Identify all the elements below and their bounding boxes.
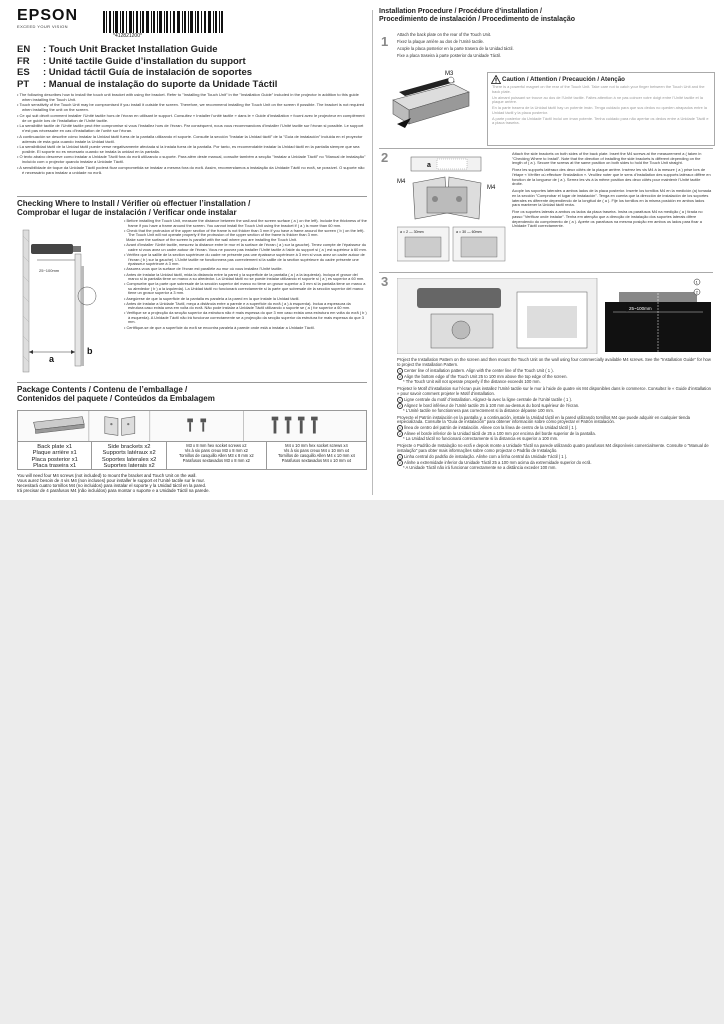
step-3-item-2: 2 Alignez le bord inférieur de l’Unité tactile 25 à 100 mm au-dessus du bord supérieur de l’écran. xyxy=(397,403,713,409)
m3-label: M3 xyxy=(445,71,454,77)
title-es: ES : Unidad táctil Guía de instalación de soportes xyxy=(17,67,253,78)
check-item: • Before installing the Touch Unit, measure the distance between the wall and the screen surface ( a ) on the left). Include the thickness of the frame if you have a frame around the screen. You cannot install the Touch Unit using the bracket if ( a ) is more than 60 mm. xyxy=(124,218,367,228)
intro-notes xyxy=(17,93,367,176)
side-brackets-cell: Side brackets x2 Supports latéraux x2 Soportes laterales x2 Suportes laterais x2 xyxy=(92,442,166,469)
check-item: • Compruebe que la parte que sobresale de la sección superior del marco no tiene un grosor superior a 3 mm si la pantalla tiene un marco a su alrededor ( b ) a la izquierda). La Unidad táctil no funcionará correctamente si la parte que sobresale de la sección superior del marco tiene un grosor superior a 3 mm. xyxy=(124,281,366,296)
divider xyxy=(17,196,367,197)
step-3-item-1: 1 línea de centro del patrón de instalación. Alinee con la línea de centro de la Unidad táctil ( 1 ). xyxy=(397,425,713,431)
caution-title: Caution / Attention / Precaución / Atenção xyxy=(502,76,625,83)
intro-note: • La sensibilidad táctil de la Unidad táctil puede verse negativamente afectada si la instala fuera de la pantalla. Por tanto, es recomendable instalar la Unidad táctil en la pantalla siempre que sea posible. El soporte no es necesario cuando se instala la unidad en la pantalla. xyxy=(17,144,360,154)
step-3-item-1: 1 Linha central do padrão de instalação. Alinhe com a linha central da Unidade Táctil ( 1 ). xyxy=(397,454,713,460)
dim-label-left: a = 2 — 30mm xyxy=(400,230,424,234)
step-3-item-2: 2 Align the bottom edge of the Touch Unit 25 to 100 mm above the top edge of the screen. xyxy=(397,374,713,380)
side-brackets-figure xyxy=(105,417,135,436)
intro-note: • The following describes how to install the touch unit bracket with using the bracket. Refer to "Installing the Touch Unit" in the "Installation Guide" included in the projector in addition to this guide when installing the Touch Unit. xyxy=(17,92,359,102)
callout-1: 1 xyxy=(695,279,698,285)
check-item: • Antes de instalar a Unidade Táctil, meça a distância entre a parede e a superfície do ecrã ( a ) à esquerda). Inclua a espessura da estrutura caso exista uma em volta do ecrã. Não pode instalar a Unidade Táctil utilizando o suporte se ( a ) for superior a 60 mm. xyxy=(124,300,351,311)
step-1-number: 1 xyxy=(381,34,389,49)
title-block xyxy=(17,44,277,90)
intro-note: • La sensibilité tactile de l’Unité tactile peut être compromise si vous l’installez hors de l’écran. Par conséquent, nous vous recommandons d’installer l’Unité tactile sur l’écran si possible. Le support n’est pas nécessaire en cas d’installation de l’unité sur l’écran. xyxy=(17,123,364,134)
package-contents-table xyxy=(17,442,367,470)
check-item: • Verifique se a projecção da secção superior da estrutura não é mais espessa do que 3 mm caso exista uma estrutura em volta do ecrã ( b ) à esquerda). A Unidade Táctil não irá funcionar correctamente se a projecção da secção superior da estrutura for mais espessa do que 3 mm. xyxy=(124,310,367,325)
package-figures xyxy=(17,410,367,442)
step-3-figure xyxy=(397,278,713,354)
caution-box xyxy=(487,72,715,146)
m4-label-right: M4 xyxy=(487,185,496,191)
left-column xyxy=(17,7,367,493)
divider xyxy=(379,272,713,273)
intro-note: • O texto abaixo descreve como instalar a Unidade Táctil fora do ecrã utilizando o suporte. Para além deste manual, consulte também a secção "Instalar a Unidade Táctil" no "Manual de instalação" incluído com o projector quando instalar a Unidade Táctil. xyxy=(17,154,366,165)
step-2-figure xyxy=(397,153,507,265)
step-2-number: 2 xyxy=(381,150,389,165)
tagline: EXCEED YOUR VISION xyxy=(17,24,68,29)
check-item: • Check that the protrusion of the upper section of the frame is not thicker than 3 mm if you have a frame around the screen ( b ) on the left). The Touch Unit will not operate properly if the protrusion of the upper section of the frame is thicker than 3 mm. xyxy=(124,227,365,238)
m4-screws-cell: M4 x 10 mm hex socket screws x4 Vis à six pans creux M4 x 10 mm x4 Tornillos de casquillo Allen M4 x 10 mm x4 Parafusos sextavados M4 x 10 mm x4 xyxy=(278,443,355,463)
warning-icon xyxy=(491,75,501,84)
procedure-heading: Installation Procedure / Procédure d’installation / Procedimiento de instalación / Procedimento de instalação xyxy=(379,8,576,23)
step-1-text: Attach the back plate on the rear of the Touch Unit. Fixez la plaque arrière au dos de l’Unité tactile. Acople la placa posterior en la parte trasera de la Unidad táctil. Fixe a placa traseira à parte posterior da Unidade Táctil. xyxy=(397,32,514,58)
check-item: • Avant d’installer l’Unité tactile, mesurez la distance entre le mur et la surface de l’écran ( a ) sur la gauche). Tenez compte de l’épaisseur du cadre si vous avez un cadre autour de l’écran. Vous ne pouvez pas installer l’Unité tactile à l’aide du support si ( a ) est supérieur à 60 mm. xyxy=(124,242,367,253)
check-heading: Checking Where to Install / Vérifier où effectuer l’installation / Comprobar el lugar de instalación / Verificar onde instalar xyxy=(17,199,251,217)
check-item: • Vérifiez que la saillie de la section supérieure du cadre ne présente pas une épaisseur supérieure à 3 mm si vous avez un cadre autour de l’écran ( b ) sur la gauche). L’Unité tactile ne fonctionnera pas correctement si la saillie de la section supérieure du cadre présente une épaisseur supérieure à 3 mm. xyxy=(124,252,365,267)
step-3-item-1: 1 Center line of installation pattern. Align with the center line of the Touch Unit ( 1 ). xyxy=(397,368,713,374)
check-item: Make sure the surface of the screen is parallel with the wall where you are installing the Touch Unit. xyxy=(126,237,297,243)
step-3-item-1: 1 Ligne centrale du motif d’installation. Alignez-la avec la ligne centrale de l’Unité tactile ( 1 ). xyxy=(397,397,713,403)
blank-background xyxy=(0,500,724,1024)
caution-text: There is a powerful magnet on the rear of the Touch Unit. Take care not to catch your finger between the Touch Unit and the back plate. Un aimant puissant se trouve au dos de l’Unité tactile. Faites attention à ne pas coincer votre doigt entre l’Unité tactile et la plaque arrière. En la parte trasera de la Unidad táctil hay un potente imán. Tenga cuidado para que sus dedos no queden atrapados entre la Unidad táctil y la placa posterior. A parte posterior da Unidade Táctil inclui um íman potente. Tenha cuidado para não apertar os dedos entre a Unidade Táctil e a placa traseira. xyxy=(492,84,709,126)
right-column xyxy=(379,8,713,471)
step-3-number: 3 xyxy=(381,274,389,289)
wall-screen-figure xyxy=(17,226,121,376)
instruction-sheet xyxy=(0,0,724,500)
check-item: • Assurez-vous que la surface de l’écran est parallèle au mur où vous installez l’Unité tactile. xyxy=(124,266,283,272)
intro-note: • Touch sensitivity of the Touch Unit may be compromised if you install it outside the screen. Therefore, we recommend installing the Touch Unit on the screen if possible. The bracket is not required when installing the unit on the screen. xyxy=(17,102,365,113)
title-en: EN : Touch Unit Bracket Installation Guide xyxy=(17,44,218,55)
check-item: • Antes de instalar la Unidad táctil, mida la distancia entre la pared y la superficie de la pantalla ( a ) a la izquierda). Incluya el grosor del marco si la pantalla tiene un marco a su alrededor. La Unidad táctil no se puede instalar utilizando el soporte si ( a ) es superior a 60 mm. xyxy=(124,271,365,282)
step-3-item-2: 2 Alinee el borde inferior de la Unidad táctil de 25 a 100 mm por encima del borde superior de la pantalla. xyxy=(397,431,713,437)
package-heading: Package Contents / Contenu de l’emballage / Contenidos del paquete / Conteúdos da Embalagem xyxy=(17,385,215,403)
m3-screws-cell: M3 x 8 mm hex socket screws x2 Vis à six pans creux M3 x 8 mm x2 Tornillos de casquillo Allen M3 x 8 mm x2 Parafusos sextavados M3 x 8 mm x2 xyxy=(167,442,267,469)
step-3-item-2: 2 Alinhe a extremidade inferior da Unidade Táctil 25 a 100 mm acima da extremidade superior do ecrã. xyxy=(397,460,713,466)
step-1-figure xyxy=(389,66,479,138)
intro-note: • A sensibilidade de toque da Unidade Táctil poderá ficar comprometida se instalar a mesma fora do ecrã. Assim, recomendamos a instalação da Unidade Táctil no ecrã, se possível. O suporte não é necessário para instalar a unidade no ecrã. xyxy=(17,164,365,175)
m3-screws-figure xyxy=(187,419,206,432)
column-divider xyxy=(372,10,373,495)
divider xyxy=(17,382,367,383)
barcode-number: *412821200* xyxy=(113,33,142,39)
label-b: b xyxy=(87,346,93,356)
intro-note: • A continuación se describe cómo instalar la Unidad táctil fuera de la pantalla utilizando el soporte. Consulte la sección "Instalar la Unidad táctil" de la "Guía de instalación" incluida en el proyector además de esta guía cuando instale la Unidad táctil. xyxy=(17,133,363,144)
epson-logo: EPSON EXCEED YOUR VISION xyxy=(17,8,367,29)
callout-2: 2 xyxy=(695,289,698,295)
title-fr: FR : Unité tactile Guide d’installation du support xyxy=(17,55,246,67)
back-plate-cell: Back plate x1 Plaque arrière x1 Placa posterior x1 Placa traseira x1 xyxy=(18,442,92,469)
m4-label-left: M4 xyxy=(397,179,406,185)
check-item: • Asegúrese de que la superficie de la pantalla es paralela a la pared en la que instale la Unidad táctil. xyxy=(124,295,300,301)
intro-note: • Ce qui suit décrit comment installer l’Unité tactile hors de l’écran en utilisant le support. Consultez « Installer l’unité tactile » dans le « Guide d’installation » fourni avec le projecteur en complément de ce guide lors de l’installation de l’Unité tactile. xyxy=(17,112,365,123)
check-item: • Certifique-se de que a superfície do ecrã se encontra paralela à parede onde está a instalar a Unidade Táctil. xyxy=(124,324,315,330)
dim-label-right: a = 30 — 60mm xyxy=(456,230,482,234)
m4-screws-figure xyxy=(272,417,318,434)
step-2-text: Attach the side brackets on both sides of the back plate. Insert the M4 screws at the measurement a ( taken in "Checking Where to Install". Note that the direction of installing the side brackets is different depending on the length of ( a ). Secure the screws at the same position on both sides to hold the Touch Unit straight. Fixez les supports latéraux des deux côtés de la plaque arrière. Insérez les vis M4 à la mesure ( a ) prise lors de l’étape « Vérifier où effectuer l’installation ». Veuillez noter que le sens d’installation des supports latéraux diffère en fonction de la longueur de ( a ). Serrez les vis à la même position des deux côtés pour maintenir l’Unité tactile droite. Acople los soportes laterales a ambos lados de la placa posterior. Inserte los tornillos M4 en la medición (a) tomada en la sección "Comprobar el lugar de instalación". Tenga en cuenta que la dirección de instalación de los soportes laterales es diferente dependiendo de la longitud de ( a ). Fije los tornillos en la misma posición en ambos lados para mantener la Unidad táctil recta. Fixe os suportes laterais a ambos os lados da placa traseira. Insira os parafusos M4 na medição ( a ) tirada no passo "Verificar onde instalar". Tenha em atenção que a direcção de instalação dos suportes laterais difere dependendo do comprimento de ( a ). Aperte os parafusos na mesma posição em ambos os lados para fixar a Unidade Táctil correctamente. xyxy=(512,151,712,229)
title-pt: PT : Manual de instalação do suporte da Unidade Táctil xyxy=(17,78,278,90)
divider xyxy=(379,148,713,149)
package-note: You will need four M4 screws (not included) to mount the bracket and Touch Unit on the wall. Vous aurez besoin de 4 vis M4 (non incluses) pour installer le support et l’Unité tactile sur le mur. Necesitará cuatro tornillos M4 (no incluidos) para instalar el soporte y la Unidad táctil en la pared. Irá precisar de 4 parafusos M4 (não incluídos) para montar o suporte e a Unidade Táctil na parede. xyxy=(17,473,210,493)
svg-text:a: a xyxy=(427,162,431,169)
check-instructions xyxy=(124,219,367,331)
label-a: a xyxy=(49,354,55,364)
back-plate-figure xyxy=(34,417,85,434)
distance-label: 25~100mm xyxy=(39,268,60,273)
barcode xyxy=(103,11,223,33)
step-3-text: Project the Installation Pattern on the screen and then mount the Touch Unit on the wall using four commercially available M4 screws. See the "Installation Guide" for how to project the Installation Pattern. 1 Center line of installation pattern. Align with the center line of the Touch Unit ( 1 ). 2 Align the bottom edge of the Touch Unit 25 to 100 mm above the top edge of the screen. * The Touch Unit will not operate properly if the distance exceeds 100 mm. Projetez le Motif d’installation sur l’écran puis installez l’Unité tactile sur le mur à l’aide de quatre vis M4 disponibles dans le commerce. Consultez le « Guide d’installation » pour savoir comment projeter le Motif d’installation. 1 Ligne centrale du motif d’installation. Alignez-la avec la ligne centrale de l’Unité tactile ( 1 ). 2 Alignez le bord inférieur de l’Unité tactile 25 à 100 mm au-dessus du bord supérieur de l’écran. * L’Unité tactile ne fonctionnera pas correctement si la distance dépasse 100 mm. Proyecte el Patrón instalación en la pantalla y, a continuación, instale la Unidad táctil en la pared utilizando tornillos M4 que puede adquirir en cualquier tienda especializada. Consulte la "Guía de instalación" para obtener información sobre cómo proyectar el Patrón instalación. 1 línea de centro del patrón de instalación. Alinee con la línea de centro de la Unidad táctil ( 1 ). 2 Alinee el borde inferior de la Unidad táctil de 25 a 100 mm por encima del borde superior de la pantalla. * La Unidad táctil no funcionará correctamente si la distancia es superior a 100 mm. Projecte o Padrão de Instalação no ecrã e depois monte a Unidade Táctil na parede utilizando quatro parafusos M4 disponíveis comercialmente. Consulte o "Manual de instalação" para obter mais informações sobre como projectar o Padrão de Instalação. 1 Linha central do padrão de instalação. Alinhe com a linha central da Unidade Táctil ( 1 ). 2 Alinhe a extremidade inferior da Unidade Táctil 25 a 100 mm acima da extremidade superior do ecrã. * A Unidade Táctil não irá funcionar correctamente se a distância exceder 100 mm. xyxy=(397,358,713,471)
distance-label: 25~100mm xyxy=(629,306,652,311)
